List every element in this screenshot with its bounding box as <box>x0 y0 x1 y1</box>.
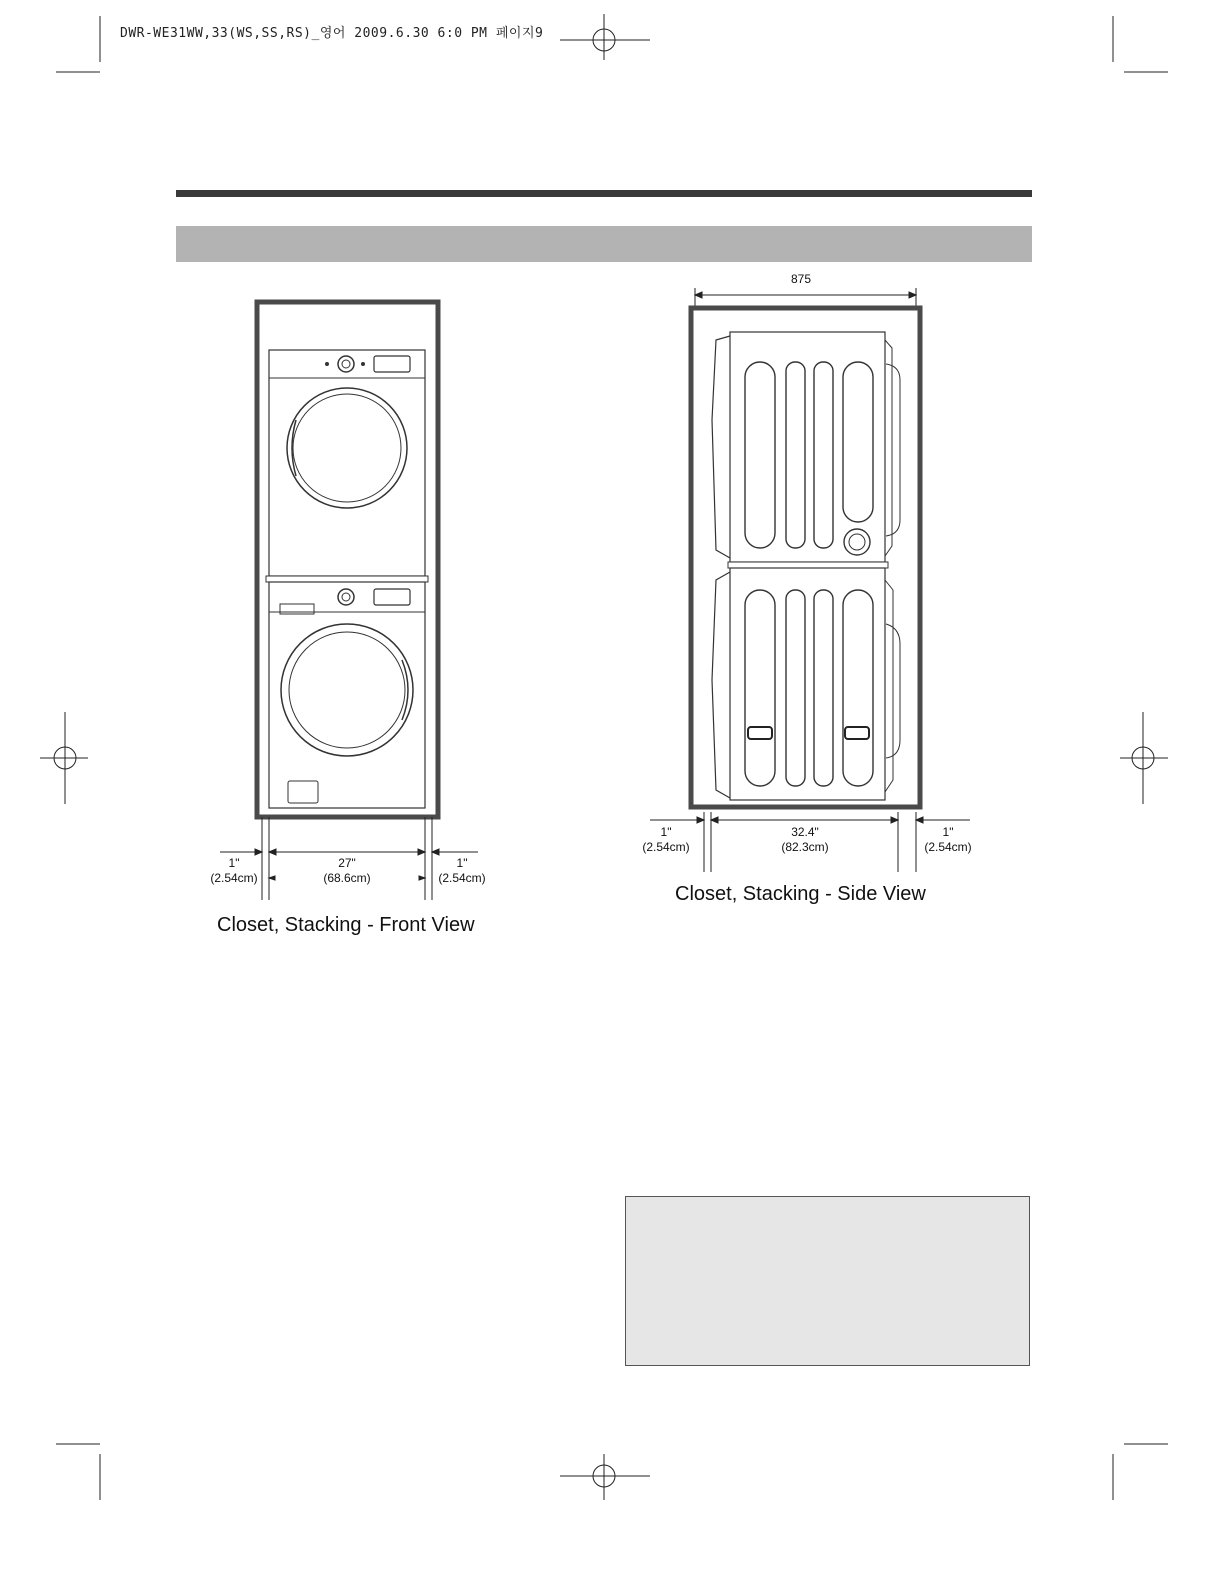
side-right-gap-cm: (2.54cm) <box>924 840 972 854</box>
side-right-gap-label <box>918 825 978 855</box>
side-left-gap-cm: (2.54cm) <box>642 840 690 854</box>
side-left-gap-in: 1" <box>660 825 672 839</box>
side-top-dimension: 875 <box>790 272 812 286</box>
front-left-gap-cm: (2.54cm) <box>210 871 258 885</box>
front-view-caption: Closet, Stacking - Front View <box>217 914 475 936</box>
front-right-gap-in: 1" <box>456 856 468 870</box>
front-right-gap-cm: (2.54cm) <box>438 871 486 885</box>
section-heading-band <box>176 226 1032 262</box>
side-view-caption: Closet, Stacking - Side View <box>675 883 926 905</box>
front-right-gap-label <box>432 856 492 886</box>
side-depth-cm: (82.3cm) <box>781 840 829 854</box>
front-view-diagram <box>220 302 478 900</box>
front-left-gap-in: 1" <box>228 856 240 870</box>
note-box <box>625 1196 1030 1366</box>
front-width-cm: (68.6cm) <box>323 871 371 885</box>
side-depth-label <box>770 825 840 855</box>
front-left-gap-label <box>204 856 264 886</box>
front-width-label <box>312 856 382 886</box>
side-depth-in: 32.4" <box>791 825 819 839</box>
print-header-info: DWR-WE31WW,33(WS,SS,RS)_영어 2009.6.30 6:0 PM 페이지9 <box>120 26 544 41</box>
side-view-diagram <box>650 288 970 872</box>
side-left-gap-label <box>636 825 696 855</box>
side-right-gap-in: 1" <box>942 825 954 839</box>
section-rule <box>176 190 1032 197</box>
front-width-in: 27" <box>338 856 356 870</box>
